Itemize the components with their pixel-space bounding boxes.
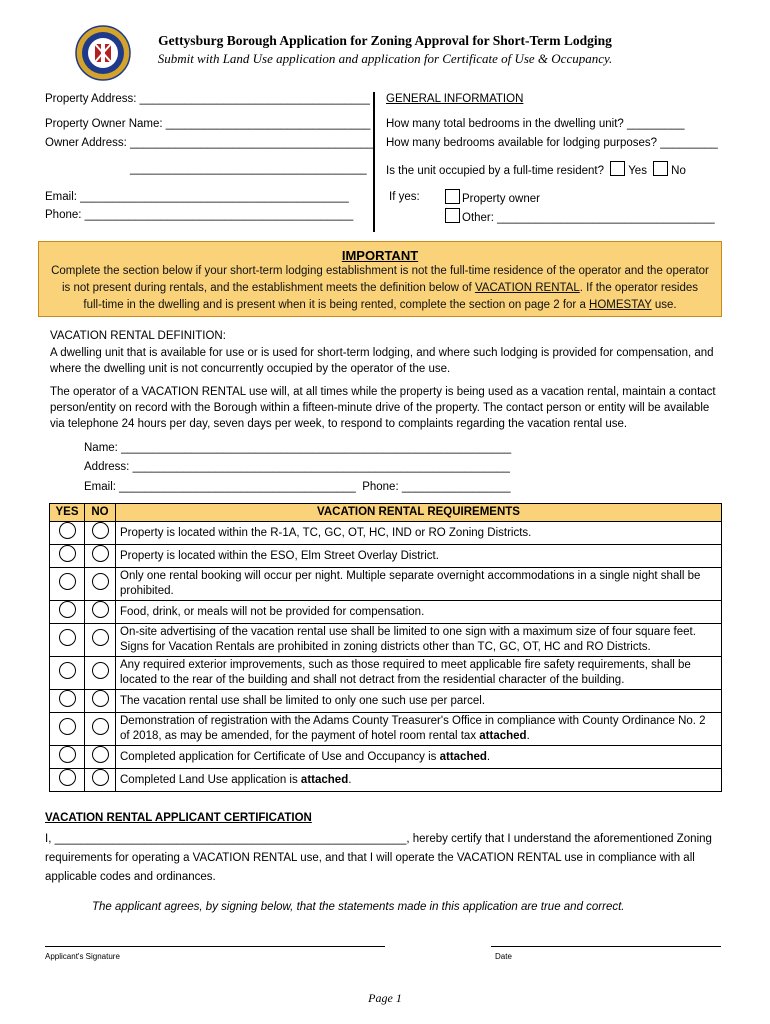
requirement-text-end: . (486, 750, 491, 763)
requirement-text (116, 601, 722, 624)
requirement-row (50, 657, 722, 690)
requirement-row (50, 545, 722, 568)
homestay-term: HOMESTAY (589, 299, 652, 311)
requirement-text-main: Demonstration of registration with the Adams County Treasurer's Office in compliance with County Ordinance No. 2 of 2018, as may be amended, for the payment of hotel room rental tax (120, 715, 706, 742)
no-radio[interactable] (92, 746, 109, 763)
signature-line[interactable] (45, 946, 385, 947)
requirement-text (116, 522, 722, 545)
other-checkbox[interactable] (445, 208, 460, 223)
yes-radio[interactable] (59, 662, 76, 679)
no-radio[interactable] (92, 601, 109, 618)
no-radio[interactable] (92, 629, 109, 646)
yes-radio[interactable] (59, 629, 76, 646)
operator-text: The operator of a VACATION RENTAL use will, at all times while the property is being used as a vacation rental, maintain a contact person/entity on record with the Borough within a fifteen-minute drive of the property. The contact person or entity will be available via telephone 24 hours per day, seven days per week, to respond to complaints regarding the vacation rental use. (50, 386, 716, 430)
yes-radio[interactable] (59, 718, 76, 735)
yes-radio[interactable] (59, 746, 76, 763)
requirement-text-end: . (526, 730, 530, 742)
agreement-statement: The applicant agrees, by signing below, that the statements made in this application are true and correct. (92, 901, 625, 913)
requirement-text (116, 545, 722, 568)
definition-text: A dwelling unit that is available for use or is used for short-term lodging, and where such lodging is provided for compensation, and where the dwelling unit is not concurrently occupied by the operator of the use. (50, 347, 714, 375)
important-title: IMPORTANT (341, 248, 419, 263)
certification-heading: VACATION RENTAL APPLICANT CERTIFICATION (45, 812, 312, 824)
important-line2-end: . If the operator resides (579, 282, 699, 294)
important-line2: is not present during rentals, and the establishment meets the definition below of (61, 282, 475, 294)
general-info-heading: GENERAL INFORMATION (386, 93, 524, 105)
important-line3: full-time in the dwelling and is present when it is being rented, complete the section on page 2 for a (83, 299, 590, 311)
yes-radio[interactable] (59, 769, 76, 786)
requirement-text-main: Only one rental booking will occur per night. Multiple separate overnight accommodations in a single night shall be prohibited. (120, 570, 701, 597)
lodging-bedrooms-question[interactable]: How many bedrooms available for lodging purposes? _________ (386, 137, 718, 149)
requirement-text-main: Any required exterior improvements, such as those required to meet applicable fire safety requirements, shall be located to the rear of the building and shall not detract from the residential character of the building. (120, 659, 691, 686)
column-divider (373, 92, 375, 232)
occupied-yes-checkbox[interactable] (610, 161, 625, 176)
requirement-text-main: Completed application for Certificate of Use and Occupancy is (120, 750, 440, 763)
property-address-field[interactable]: Property Address: ____________________________________ (45, 93, 370, 105)
no-radio[interactable] (92, 545, 109, 562)
important-line3-end: use. (651, 299, 677, 311)
yes-radio[interactable] (59, 601, 76, 618)
requirement-text (116, 769, 722, 792)
certification-line1[interactable]: I, _______________________________________________________, hereby certify that I understand the aforementioned Zoning (45, 833, 712, 845)
requirement-text-main: On-site advertising of the vacation rental use shall be limited to one sign with a maximum size of four square feet. Signs for Vacation Rentals are prohibited in zoning districts other than TC, GC, OT, HC and RO Districts. (120, 626, 696, 653)
requirement-text (116, 713, 722, 746)
requirement-text-bold: attached (300, 773, 349, 786)
form-subtitle: Submit with Land Use application and application for Certificate of Use & Occupancy. (157, 51, 613, 66)
property-owner-label: Property owner (462, 193, 540, 205)
requirement-text (116, 624, 722, 657)
no-radio[interactable] (92, 769, 109, 786)
no-label: No (671, 165, 686, 177)
no-radio[interactable] (92, 573, 109, 590)
owner-address-field[interactable]: Owner Address: ______________________________________ (45, 137, 374, 149)
occupied-question: Is the unit occupied by a full-time resident? (386, 165, 604, 177)
requirement-row (50, 522, 722, 545)
no-radio[interactable] (92, 522, 109, 539)
requirement-row (50, 769, 722, 792)
owner-name-field[interactable]: Property Owner Name: ________________________________ (45, 118, 371, 130)
requirement-row (50, 624, 722, 657)
yes-radio[interactable] (59, 522, 76, 539)
yes-radio[interactable] (59, 545, 76, 562)
requirement-text-bold: attached (479, 730, 527, 742)
yes-radio[interactable] (59, 690, 76, 707)
contact-name-field[interactable]: Name: _____________________________________________________________ (84, 442, 512, 454)
requirement-row (50, 746, 722, 769)
page-number: Page 1 (368, 991, 402, 1005)
date-line[interactable] (491, 946, 721, 947)
requirement-text (116, 746, 722, 769)
no-radio[interactable] (92, 690, 109, 707)
requirement-text-end: . (348, 773, 352, 786)
important-notice (38, 241, 722, 317)
email-field[interactable]: Email: __________________________________________ (45, 191, 349, 203)
owner-address-line2[interactable]: _____________________________________ (130, 163, 367, 175)
contact-address-field[interactable]: Address: ___________________________________________________________ (84, 461, 510, 473)
certification-line3: applicable codes and ordinances. (45, 871, 216, 883)
definition-heading: VACATION RENTAL DEFINITION: (50, 330, 226, 342)
yes-label: Yes (628, 165, 647, 177)
requirement-text (116, 690, 722, 713)
signature-label: Applicant's Signature (45, 952, 120, 961)
no-column-header: NO (85, 504, 116, 522)
requirement-text-main: The vacation rental use shall be limited to only one such use per parcel. (120, 694, 486, 707)
requirement-row (50, 601, 722, 624)
bedrooms-question[interactable]: How many total bedrooms in the dwelling unit? _________ (386, 118, 685, 130)
requirement-row (50, 690, 722, 713)
contact-phone-field[interactable]: Phone: _________________ (362, 481, 511, 493)
requirements-header: VACATION RENTAL REQUIREMENTS (116, 504, 722, 522)
no-radio[interactable] (92, 662, 109, 679)
requirement-text-bold: attached (439, 750, 487, 763)
property-owner-checkbox[interactable] (445, 189, 460, 204)
requirement-row (50, 568, 722, 601)
yes-column-header: YES (50, 504, 85, 522)
certification-line2: requirements for operating a VACATION RENTAL use, and that I will operate the VACATION RENTAL use in compliance with all (45, 852, 695, 864)
requirement-text-main: Food, drink, or meals will not be provided for compensation. (120, 605, 425, 618)
no-radio[interactable] (92, 718, 109, 735)
requirement-text (116, 568, 722, 601)
date-label: Date (495, 952, 512, 961)
occupied-no-checkbox[interactable] (653, 161, 668, 176)
requirement-text-main: Property is located within the ESO, Elm Street Overlay District. (120, 549, 439, 562)
other-field[interactable]: Other: __________________________________ (462, 212, 715, 224)
requirement-text (116, 657, 722, 690)
important-line1: Complete the section below if your short-term lodging establishment is not the full-time residence of the operator and the operator (51, 265, 709, 277)
yes-radio[interactable] (59, 573, 76, 590)
if-yes-label: If yes: (389, 191, 420, 203)
form-title: Gettysburg Borough Application for Zoning Approval for Short-Term Lodging (158, 33, 612, 48)
vacation-rental-term: VACATION RENTAL (474, 282, 580, 294)
requirement-row (50, 713, 722, 746)
requirement-text-main: Property is located within the R-1A, TC, GC, OT, HC, IND or RO Zoning Districts. (120, 526, 532, 539)
phone-field[interactable]: Phone: __________________________________________ (45, 209, 354, 221)
requirement-text-main: Completed Land Use application is (120, 773, 301, 786)
requirements-table (49, 503, 722, 792)
contact-email-field[interactable]: Email: _____________________________________ (84, 481, 356, 493)
